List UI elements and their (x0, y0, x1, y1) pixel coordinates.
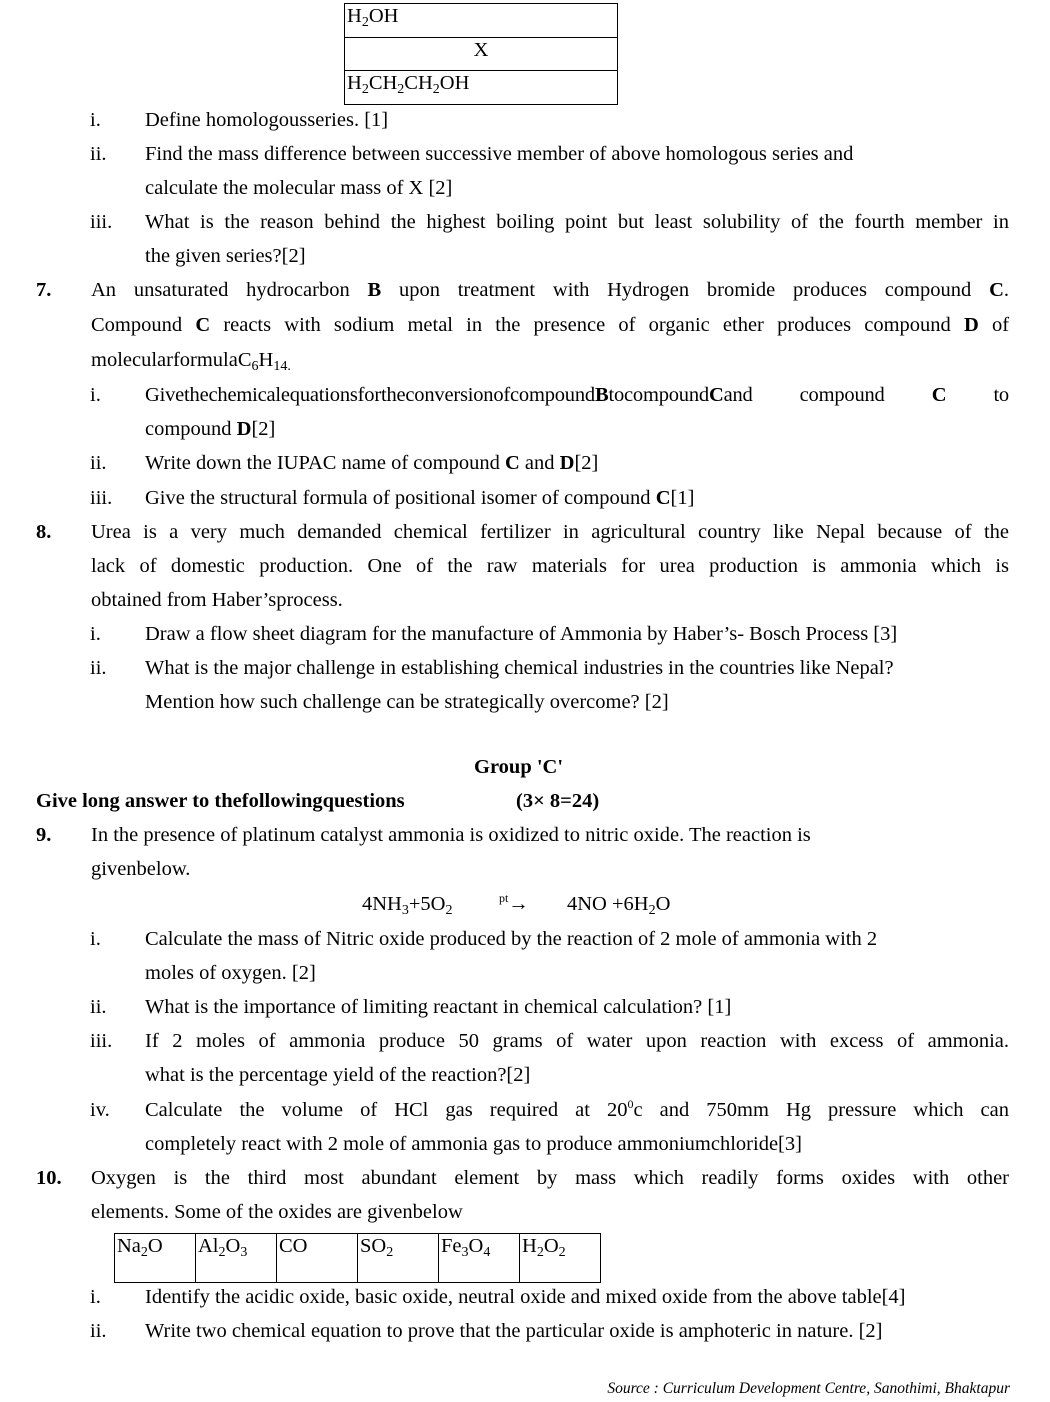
q9-iii-text: If 2 moles of ammonia produce 50 grams of water upon reaction with excess of ammonia. (145, 1030, 1009, 1052)
table-cell-first-member: $H_2OH$ (345, 4, 618, 38)
source-footer: Source : Curriculum Development Centre, Sanothimi, Bhaktapur (607, 1380, 1010, 1397)
q9-iv-text-2: completely react with 2 mole of ammonia gas to produce ammoniumchloride[3] (145, 1133, 802, 1155)
q7-i-number: i. (90, 384, 101, 406)
q9-i-number: i. (90, 928, 101, 950)
q6-iii-number: iii. (90, 211, 113, 233)
q7-i-text: GivethechemicalequationsfortheconversionofcompoundBtocompoundCand compound C to (145, 384, 1009, 406)
oxides-table (114, 1233, 601, 1283)
table-cell-last-member: $H_2CH_2CH_2OH$ (345, 71, 618, 105)
group-c-instruction: Give long answer to thefollowingquestions (36, 790, 405, 812)
q9-ii-number: ii. (90, 996, 107, 1018)
q8-line-1: Urea is a very much demanded chemical fertilizer in agricultural country like Nepal because of the (91, 521, 1009, 543)
q9-i-text: Calculate the mass of Nitric oxide produced by the reaction of 2 mole of ammonia with 2 (145, 928, 878, 950)
q9-iv-number: iv. (90, 1099, 110, 1121)
homologous-series-table (344, 3, 618, 105)
q7-number: 7. (36, 279, 52, 301)
q9-iii-text-2: what is the percentage yield of the reaction?[2] (145, 1064, 531, 1086)
q7-ii-text: Write down the IUPAC name of compound C and D[2] (145, 452, 599, 474)
q8-i-number: i. (90, 623, 101, 645)
q9-ii-text: What is the importance of limiting reactant in chemical calculation? [1] (145, 996, 732, 1018)
q8-line-3: obtained from Haber’sprocess. (91, 589, 343, 611)
q6-i-text: Define homologousseries. [1] (145, 109, 389, 131)
q6-ii-text-2: calculate the molecular mass of X [2] (145, 177, 453, 199)
oxide-cell: $Na_2O$ (115, 1234, 196, 1283)
q8-ii-text: What is the major challenge in establishing chemical industries in the countries like Nepal? (145, 657, 894, 679)
q10-ii-number: ii. (90, 1320, 107, 1342)
oxide-cell: $H_2O_2$ (520, 1234, 601, 1283)
q10-i-number: i. (90, 1286, 101, 1308)
table-cell-x: X (345, 38, 618, 71)
q10-ii-text: Write two chemical equation to prove that the particular oxide is amphoteric in nature. [2] (145, 1320, 883, 1342)
q6-ii-text: Find the mass difference between successive member of above homologous series and (145, 143, 854, 165)
q9-iv-text: Calculate the volume of HCl gas required at $20^0c$ and 750mm Hg pressure which can (145, 1097, 1010, 1121)
q9-i-text-2: moles of oxygen. [2] (145, 962, 316, 984)
q10-i-text: Identify the acidic oxide, basic oxide, neutral oxide and mixed oxide from the above table[4] (145, 1286, 906, 1308)
oxide-cell: $SO_2$ (358, 1234, 439, 1283)
q7-line-1: An unsaturated hydrocarbon B upon treatment with Hydrogen bromide produces compound C. (91, 279, 1010, 301)
q8-ii-text-2: Mention how such challenge can be strategically overcome? [2] (145, 691, 669, 713)
q9-iii-number: iii. (90, 1030, 113, 1052)
q8-number: 8. (36, 521, 52, 543)
q9-number: 9. (36, 824, 52, 846)
q8-ii-number: ii. (90, 657, 107, 679)
q10-number: 10. (36, 1167, 62, 1189)
q8-i-text: Draw a flow sheet diagram for the manufacture of Ammonia by Haber’s- Bosch Process [3] (145, 623, 898, 645)
q6-iii-text: What is the reason behind the highest boiling point but least solubility of the fourth member in (145, 211, 1009, 233)
oxide-cell: $Al_2O_3$ (196, 1234, 277, 1283)
q7-iii-text: Give the structural formula of positional isomer of compound C[1] (145, 487, 695, 509)
q7-line-2: Compound C reacts with sodium metal in the presence of organic ether produces compound D of (91, 314, 1010, 336)
q6-ii-number: ii. (90, 143, 107, 165)
q9-equation-arrow: $^{pt}$→ (499, 891, 529, 915)
q7-line-3: $molecularformulaC_6H_{14.}$ (91, 349, 291, 374)
group-c-heading: Group 'C' (474, 756, 564, 778)
oxide-cell: CO (277, 1234, 358, 1283)
q10-line-2: elements. Some of the oxides are givenbelow (91, 1201, 463, 1223)
q9-equation-products: $4NO +6H_2O$ (567, 893, 671, 918)
q6-iii-text-2: the given series?[2] (145, 245, 306, 267)
q7-iii-number: iii. (90, 487, 113, 509)
q9-equation-reactants: $4NH_3+5O_2$ (362, 893, 453, 918)
q6-i-number: i. (90, 109, 101, 131)
q9-line-1: In the presence of platinum catalyst ammonia is oxidized to nitric oxide. The reaction is (91, 824, 811, 846)
q8-line-2: lack of domestic production. One of the raw materials for urea production is ammonia which is (91, 555, 1009, 577)
q7-ii-number: ii. (90, 452, 107, 474)
group-c-marks: (3× 8=24) (516, 790, 600, 812)
q7-i-text-2: compound D[2] (145, 418, 276, 440)
oxide-cell: $Fe_3O_4$ (439, 1234, 520, 1283)
q9-line-2: givenbelow. (91, 858, 191, 880)
q10-line-1: Oxygen is the third most abundant element by mass which readily forms oxides with other (91, 1167, 1009, 1189)
